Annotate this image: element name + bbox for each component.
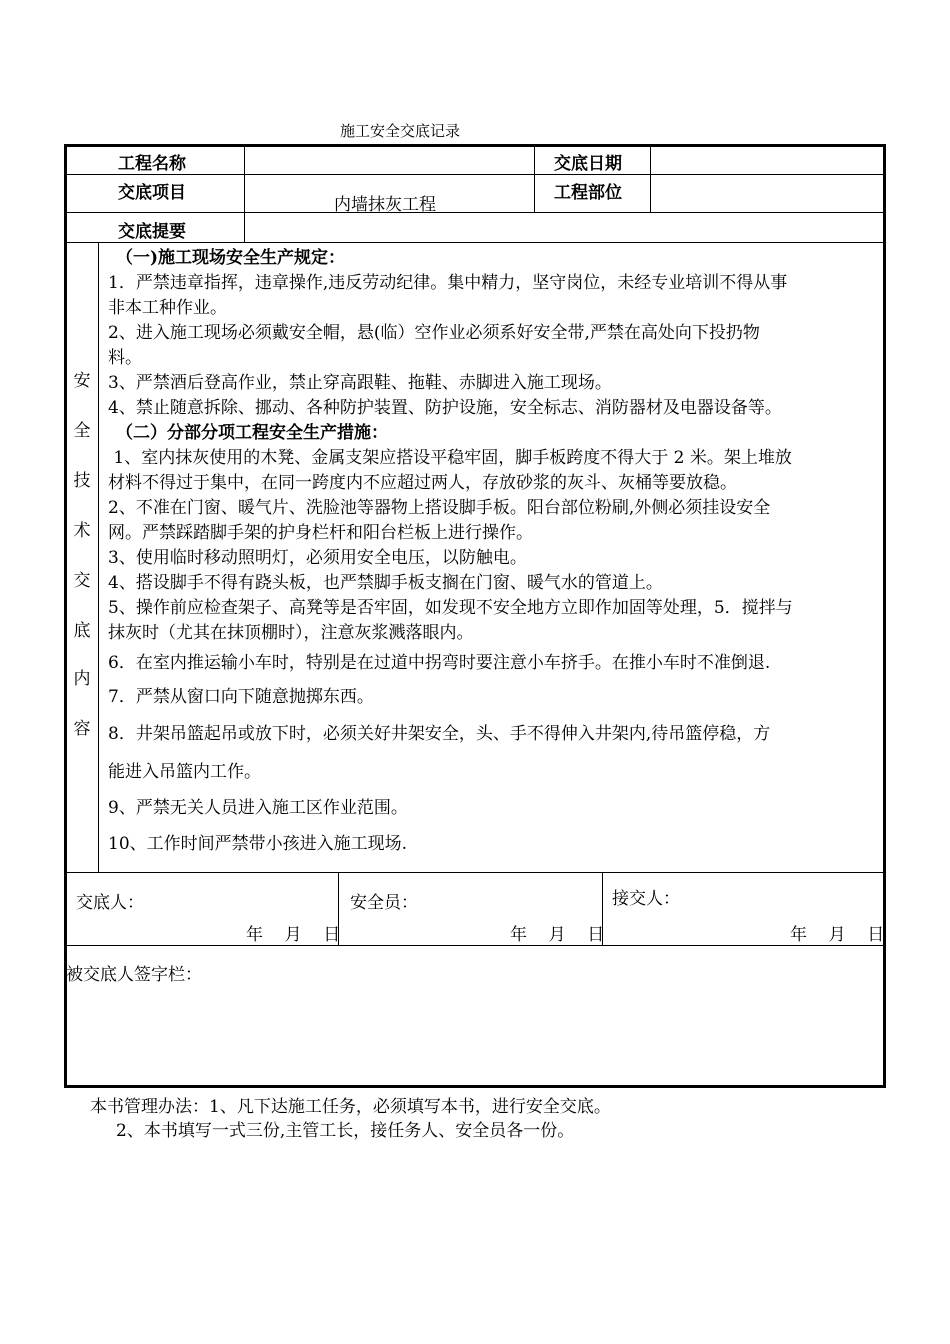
- content-line: 材料不得过于集中，在同一跨度内不应超过两人，存放砂浆的灰斗、灰桶等要放稳。: [108, 473, 737, 493]
- section-heading: （二）分部分项工程安全生产措施：: [116, 423, 388, 443]
- side-char: 底: [73, 621, 91, 641]
- content-line: 3、严禁酒后登高作业，禁止穿高跟鞋、拖鞋、赤脚进入施工现场。: [108, 373, 612, 393]
- side-char: 术: [73, 521, 91, 541]
- content-line: 4、禁止随意拆除、挪动、各种防护装置、防护设施，安全标志、消防器材及电器设备等。: [108, 398, 782, 418]
- column-divider: [650, 146, 651, 212]
- content-line: 4、搭设脚手不得有跷头板，也严禁脚手板支搁在门窗、暖气水的管道上。: [108, 573, 663, 593]
- side-char: 全: [73, 421, 91, 441]
- row-divider: [66, 872, 884, 873]
- management-note-1: 本书管理办法：1、凡下达施工任务，必须填写本书，进行安全交底。: [90, 1097, 611, 1117]
- content-line: 2、进入施工现场必须戴安全帽，悬(临）空作业必须系好安全带,严禁在高处向下投扔物: [108, 323, 760, 343]
- project-part-field[interactable]: [656, 180, 878, 208]
- project-name-label: 工程名称: [118, 154, 186, 174]
- management-note-2: 2、本书填写一式三份,主管工长，接任务人、安全员各一份。: [116, 1121, 575, 1141]
- project-name-field[interactable]: [250, 149, 530, 171]
- side-char: 容: [73, 719, 91, 739]
- briefing-summary-field[interactable]: [250, 217, 878, 239]
- content-line: 8．井架吊篮起吊或放下时，必须关好井架安全，头、手不得伸入井架内,待吊篮停稳，方: [108, 724, 771, 744]
- content-line: 抹灰时（尤其在抹顶棚时），注意灰浆溅落眼内。: [108, 623, 474, 643]
- safety-officer-date: 年 月 日: [510, 925, 605, 945]
- content-line: 7．严禁从窗口向下随意抛掷东西。: [108, 687, 374, 707]
- column-divider: [98, 242, 99, 872]
- signee-label: 被交底人签字栏：: [66, 965, 202, 985]
- row-divider: [66, 242, 884, 243]
- content-line: 5、操作前应检查架子、高凳等是否牢固，如发现不安全地方立即作加固等处理，5．搅拌与: [108, 598, 793, 618]
- content-line: 2、不准在门窗、暖气片、洗脸池等器物上搭设脚手板。阳台部位粉刷,外侧必须挂设安全: [108, 498, 771, 518]
- column-divider: [244, 146, 245, 242]
- content-line: 网。严禁踩踏脚手架的护身栏杆和阳台栏板上进行操作。: [108, 523, 533, 543]
- side-char: 技: [73, 471, 91, 491]
- presenter-label: 交底人：: [76, 893, 144, 913]
- side-char: 安: [73, 371, 91, 391]
- side-char: 交: [73, 571, 91, 591]
- receiver-date: 年 月 日: [790, 925, 885, 945]
- safety-officer-label: 安全员：: [350, 893, 418, 913]
- content-line: 10、工作时间严禁带小孩进入施工现场.: [108, 834, 408, 854]
- content-line: 1、室内抹灰使用的木凳、金属支架应搭设平稳牢固，脚手板跨度不得大于 2 米。架上堆放: [108, 448, 792, 468]
- receiver-label: 接交人：: [612, 889, 680, 909]
- side-char: 内: [73, 669, 91, 689]
- row-divider: [66, 945, 884, 946]
- briefing-date-field[interactable]: [656, 149, 878, 171]
- content-line: 能进入吊篮内工作。: [108, 762, 261, 782]
- briefing-summary-label: 交底提要: [118, 222, 186, 242]
- content-line: 料。: [108, 348, 142, 368]
- presenter-date: 年 月 日: [246, 925, 341, 945]
- briefing-item-label: 交底项目: [118, 183, 186, 203]
- content-line: 非本工种作业。: [108, 298, 227, 318]
- section-heading: （一)施工现场安全生产规定：: [116, 248, 346, 268]
- content-line: 3、使用临时移动照明灯，必须用安全电压，以防触电。: [108, 548, 527, 568]
- content-line: 6．在室内推运输小车时，特别是在过道中拐弯时要注意小车挤手。在推小车时不准倒退.: [108, 653, 771, 673]
- briefing-item-field[interactable]: 内墙抹灰工程: [334, 195, 436, 215]
- row-divider: [66, 212, 884, 213]
- document-title: 施工安全交底记录: [340, 122, 461, 140]
- project-part-label: 工程部位: [554, 183, 622, 203]
- content-line: 1．严禁违章指挥，违章操作,违反劳动纪律。集中精力，坚守岗位，未经专业培训不得从事: [108, 273, 788, 293]
- signee-signature-area[interactable]: [66, 990, 884, 1084]
- content-line: 9、严禁无关人员进入施工区作业范围。: [108, 798, 408, 818]
- row-divider: [66, 174, 884, 175]
- column-divider: [534, 146, 535, 212]
- briefing-date-label: 交底日期: [554, 154, 622, 174]
- safety-content-block: [108, 246, 878, 862]
